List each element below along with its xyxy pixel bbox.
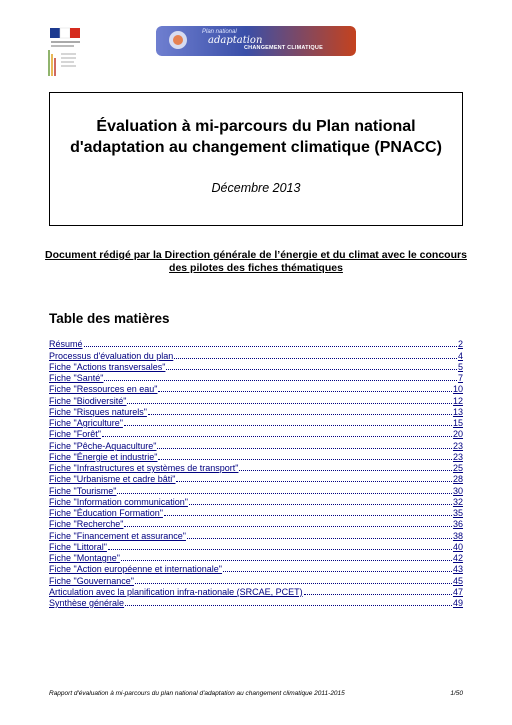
table-of-contents — [49, 338, 463, 608]
toc-entry-title: Fiche "Information communication" — [49, 496, 188, 507]
footer-page-number: 1/50 — [450, 690, 463, 697]
toc-entry[interactable] — [49, 518, 463, 529]
toc-entry-page: 13 — [452, 406, 463, 417]
toc-leader — [223, 571, 452, 572]
toc-entry-page: 47 — [452, 586, 463, 597]
toc-leader — [158, 459, 452, 460]
toc-entry-title: Fiche "Éducation Formation" — [49, 508, 163, 518]
toc-leader — [102, 436, 452, 437]
toc-entry-page: 45 — [452, 575, 463, 586]
toc-leader — [135, 583, 452, 584]
toc-entry-page: 15 — [452, 418, 463, 428]
banner-line1: Plan national — [202, 29, 237, 35]
toc-leader — [117, 493, 452, 494]
toc-entry-title: Fiche "Forêt" — [49, 429, 101, 440]
toc-leader — [127, 403, 452, 404]
toc-entry-title: Articulation avec la planification infra-nationale (SRCAE, PCET) — [49, 586, 303, 597]
ministry-logo — [46, 26, 86, 78]
pnacc-banner-logo — [156, 26, 356, 56]
toc-entry-title: Résumé — [49, 339, 83, 350]
toc-entry-title: Fiche "Gouvernance" — [49, 575, 134, 586]
toc-entry-title: Fiche "Urbanisme et cadre bâti" — [49, 474, 176, 485]
toc-entry[interactable] — [49, 406, 463, 417]
toc-entry-title: Fiche "Pêche-Aquaculture" — [49, 440, 157, 451]
banner-line3: CHANGEMENT CLIMATIQUE — [244, 45, 323, 51]
banner-line2: adaptation — [208, 35, 263, 46]
title-box — [49, 92, 463, 226]
toc-entry[interactable] — [49, 552, 463, 563]
toc-entry[interactable] — [49, 349, 463, 360]
toc-entry-title: Fiche "Ressources en eau" — [49, 384, 158, 395]
toc-entry-page: 32 — [452, 496, 463, 507]
toc-entry[interactable] — [49, 338, 463, 349]
toc-entry-page: 28 — [452, 474, 463, 485]
toc-leader — [174, 358, 457, 359]
toc-entry-page: 35 — [452, 508, 463, 518]
toc-entry-title: Fiche "Infrastructures et systèmes de transport" — [49, 463, 239, 473]
toc-entry[interactable] — [49, 417, 463, 428]
toc-entry[interactable] — [49, 597, 463, 608]
toc-entry-page: 43 — [452, 564, 463, 575]
toc-entry-title: Fiche "Énergie et industrie" — [49, 451, 158, 462]
document-date: Décembre 2013 — [211, 181, 301, 195]
toc-entry-page: 2 — [457, 339, 463, 350]
toc-leader — [121, 560, 452, 561]
page-footer — [49, 690, 463, 697]
toc-entry[interactable] — [49, 462, 463, 473]
toc-leader — [157, 448, 452, 449]
toc-entry-title: Fiche "Recherche" — [49, 519, 124, 530]
toc-entry-title: Fiche "Montagne" — [49, 553, 120, 563]
toc-entry[interactable] — [49, 361, 463, 372]
toc-leader — [124, 425, 452, 426]
document-subtitle: Document rédigé par la Direction générale de l’énergie et du climat avec le concours des pilotes des fiches thématiques — [45, 249, 467, 274]
toc-entry[interactable] — [49, 529, 463, 540]
toc-entry-title: Fiche "Biodiversité" — [49, 395, 127, 406]
toc-leader — [304, 594, 452, 595]
toc-entry[interactable] — [49, 451, 463, 462]
toc-entry-title: Fiche "Actions transversales" — [49, 361, 166, 372]
toc-entry-title: Fiche "Financement et assurance" — [49, 530, 186, 541]
toc-leader — [187, 538, 452, 539]
toc-entry-page: 30 — [452, 485, 463, 496]
toc-entry[interactable] — [49, 439, 463, 450]
toc-entry-page: 36 — [452, 519, 463, 530]
toc-leader — [108, 549, 452, 550]
toc-entry-page: 42 — [452, 553, 463, 563]
toc-entry[interactable] — [49, 563, 463, 574]
toc-leader — [104, 380, 457, 381]
toc-entry-title: Processus d'évaluation du plan — [49, 350, 174, 361]
toc-heading: Table des matières — [49, 311, 170, 326]
toc-entry[interactable] — [49, 383, 463, 394]
toc-leader — [166, 369, 457, 370]
toc-entry-title: Synthèse générale — [49, 598, 125, 608]
toc-entry[interactable] — [49, 484, 463, 495]
toc-entry[interactable] — [49, 428, 463, 439]
toc-entry-page: 40 — [452, 541, 463, 552]
toc-entry[interactable] — [49, 394, 463, 405]
toc-entry-page: 10 — [452, 384, 463, 395]
toc-entry[interactable] — [49, 507, 463, 518]
toc-entry-page: 7 — [457, 373, 463, 383]
toc-entry-page: 23 — [452, 440, 463, 451]
toc-entry-page: 38 — [452, 530, 463, 541]
toc-entry-title: Fiche "Santé" — [49, 373, 104, 383]
toc-entry-page: 25 — [452, 463, 463, 473]
toc-entry-title: Fiche "Tourisme" — [49, 485, 117, 496]
toc-entry-title: Fiche "Action européenne et internationale" — [49, 564, 223, 575]
toc-entry[interactable] — [49, 372, 463, 383]
toc-entry-page: 23 — [452, 451, 463, 462]
toc-entry-title: Fiche "Risques naturels" — [49, 406, 147, 417]
toc-leader — [189, 504, 452, 505]
toc-leader — [125, 605, 452, 606]
toc-entry-title: Fiche "Agriculture" — [49, 418, 123, 428]
toc-leader — [239, 470, 452, 471]
toc-entry[interactable] — [49, 496, 463, 507]
toc-leader — [84, 346, 457, 347]
toc-leader — [164, 515, 452, 516]
toc-entry[interactable] — [49, 473, 463, 484]
document-title: Évaluation à mi-parcours du Plan national d'adaptation au changement climatique (PNACC) — [70, 118, 442, 156]
toc-leader — [148, 414, 452, 415]
toc-entry-page: 12 — [452, 395, 463, 406]
toc-entry[interactable] — [49, 586, 463, 597]
toc-entry-page: 20 — [452, 429, 463, 440]
toc-leader — [158, 391, 452, 392]
toc-entry[interactable] — [49, 574, 463, 585]
footer-text: Rapport d'évaluation à mi-parcours du plan national d'adaptation au changement climatique 2011-2015 — [49, 690, 345, 697]
toc-entry-page: 4 — [457, 350, 463, 361]
toc-leader — [124, 526, 452, 527]
toc-entry-page: 49 — [452, 598, 463, 608]
toc-leader — [176, 481, 452, 482]
toc-entry[interactable] — [49, 541, 463, 552]
toc-entry-title: Fiche "Littoral" — [49, 541, 107, 552]
toc-entry-page: 5 — [457, 361, 463, 372]
